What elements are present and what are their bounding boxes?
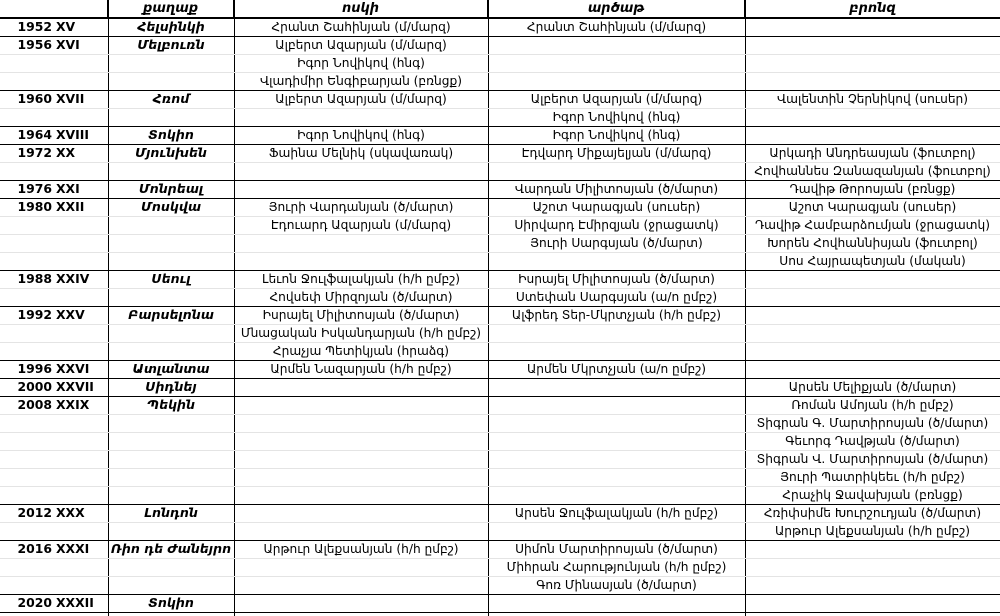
game-year: 1960 <box>17 91 52 106</box>
bronze-medalist[interactable]: Ռոման Ամոյան (հ/հ ըմբշ) <box>791 398 954 412</box>
host-city[interactable]: Մելբուռն <box>137 37 205 52</box>
header-silver[interactable]: արծաթ <box>488 0 745 18</box>
gold-medalist[interactable]: Լեւոն Ջուլֆալակյան (հ/հ ըմբշ) <box>261 272 461 286</box>
bronze-medalist[interactable]: Արթուր Ալեքսանյան (հ/հ ըմբշ) <box>774 524 971 538</box>
host-city[interactable]: Հռոմ <box>152 91 190 106</box>
bronze-medalist[interactable]: Խորեն Հովհաննիսյան (ֆուտբոլ) <box>767 236 978 250</box>
silver-medalist[interactable]: Վարդան Միլիտոսյան (ծ/մարտ) <box>514 182 719 196</box>
game-year: 1996 <box>17 361 52 376</box>
silver-medalist[interactable]: Իգոր Նովիկով (հնգ) <box>552 110 681 124</box>
header-year-blank[interactable] <box>0 0 108 18</box>
silver-medalist[interactable]: Իգոր Նովիկով (հնգ) <box>552 128 681 142</box>
bronze-medalist[interactable]: Հռիփսիմե Խուրշուդյան (ծ/մարտ) <box>763 506 982 520</box>
bronze-medalist[interactable]: Հովհաննես Զանազանյան (ֆուտբոլ) <box>754 164 991 178</box>
gold-medalist[interactable]: Ալբերտ Ազարյան (մ/մարզ) <box>275 92 447 106</box>
game-year: 1976 <box>17 181 52 196</box>
gold-medalist[interactable]: Արթուր Ալեքսանյան (հ/հ ըմբշ) <box>263 542 459 556</box>
game-year: 1956 <box>17 37 52 52</box>
host-city[interactable]: Մոնրեալ <box>138 181 204 196</box>
game-year: 2008 <box>17 397 52 412</box>
bronze-medalist[interactable]: Արկադի Անդրեասյան (ֆուտբոլ) <box>769 146 976 160</box>
host-city[interactable]: Տոկիո <box>148 595 194 610</box>
silver-medalist[interactable]: Միհրան Հարությունյան (հ/հ ըմբշ) <box>506 560 727 574</box>
game-number: XVII <box>56 91 85 106</box>
game-number: XXXI <box>56 541 90 556</box>
gold-medalist[interactable]: Մնացական Իսկանդարյան (հ/հ ըմբշ) <box>240 326 482 340</box>
game-number: XXIV <box>56 271 90 286</box>
bronze-medalist[interactable]: Հրաչիկ Ջավախյան (բռնցք) <box>782 488 963 502</box>
game-year: 1988 <box>17 271 52 286</box>
game-number: XVI <box>56 37 80 52</box>
silver-medalist[interactable]: Սիրվարդ Էմիրզյան (ջրացատկ) <box>514 218 719 232</box>
silver-medalist[interactable]: Գոռ Մինասյան (ծ/մարտ) <box>536 578 697 592</box>
game-number: XXIX <box>56 397 90 412</box>
gold-medalist[interactable]: Յուրի Վարդանյան (ծ/մարտ) <box>268 200 454 214</box>
gold-medalist[interactable]: Արմեն Նազարյան (հ/հ ըմբշ) <box>270 362 452 376</box>
bronze-medalist[interactable]: Գեւորգ Դավթյան (ծ/մարտ) <box>785 434 960 448</box>
host-city[interactable]: Բարսելոնա <box>128 307 214 322</box>
gold-medalist[interactable]: Ֆաինա Մելնիկ (սկավառակ) <box>268 146 454 160</box>
silver-medalist[interactable]: Իսրայել Միլիտոսյան (ծ/մարտ) <box>518 272 715 286</box>
host-city[interactable]: Պեկին <box>146 397 196 412</box>
game-year: 2016 <box>17 541 52 556</box>
host-city[interactable]: Ռիո դե Ժանեյրո <box>110 541 232 556</box>
game-year: 2000 <box>17 379 52 394</box>
gold-medalist[interactable]: Հովսեփ Միրզոյան (ծ/մարտ) <box>269 290 453 304</box>
host-city[interactable]: Ատլանտա <box>132 361 210 376</box>
bronze-medalist[interactable]: Արսեն Մելիքյան (ծ/մարտ) <box>788 380 957 394</box>
game-number: XXII <box>56 199 85 214</box>
bronze-medalist[interactable]: Դավիթ Թորոսյան (բռնցք) <box>789 182 956 196</box>
gold-medalist[interactable]: Իգոր Նովիկով (հնգ) <box>297 56 425 70</box>
host-city[interactable]: Սիդնեյ <box>145 379 197 394</box>
game-number: XVIII <box>56 127 89 142</box>
bronze-medalist[interactable]: Աշոտ Կարագյան (սուսեր) <box>788 200 957 214</box>
game-number: XXX <box>56 505 85 520</box>
game-number: XXXII <box>56 595 94 610</box>
silver-medalist[interactable]: Սիմոն Մարտիրոսյան (ծ/մարտ) <box>515 542 718 556</box>
silver-medalist[interactable]: Յուրի Սարգսյան (ծ/մարտ) <box>530 236 703 250</box>
gold-medalist[interactable]: Ալբերտ Ազարյան (մ/մարզ) <box>275 38 447 52</box>
host-city[interactable]: Հելսինկի <box>137 19 205 34</box>
game-number: XV <box>56 19 76 34</box>
gold-medalist[interactable]: Հրանտ Շահինյան (մ/մարզ) <box>271 20 451 34</box>
row-gridline <box>0 72 1000 73</box>
silver-medalist[interactable]: Ստեփան Սարգսյան (ա/ո ըմբշ) <box>515 290 718 304</box>
game-number: XXV <box>56 307 85 322</box>
host-city[interactable]: Լոնդոն <box>144 505 198 520</box>
header-city[interactable]: քաղաք <box>108 0 234 18</box>
silver-medalist[interactable]: Արմեն Մկրտչյան (ա/ո ըմբշ) <box>526 362 707 376</box>
host-city[interactable]: Մոսկվա <box>140 199 201 214</box>
bronze-medalist[interactable]: Տիգրան Վ. Մարտիրոսյան (ծ/մարտ) <box>756 452 989 466</box>
silver-medalist[interactable]: Ալբերտ Ազարյան (մ/մարզ) <box>530 92 703 106</box>
silver-medalist[interactable]: Աշոտ Կարագյան (սուսեր) <box>532 200 701 214</box>
gold-medalist[interactable]: Վլադիմիր Ենգիբարյան (բռնցք) <box>259 74 463 88</box>
gold-medalist[interactable]: Իգոր Նովիկով (հնգ) <box>297 128 425 142</box>
game-year: 1992 <box>17 307 52 322</box>
game-number: XXI <box>56 181 80 196</box>
game-year: 2020 <box>17 595 52 610</box>
group-divider <box>0 612 1000 613</box>
game-number: XXVII <box>56 379 94 394</box>
game-year: 1964 <box>17 127 52 142</box>
game-year: 1980 <box>17 199 52 214</box>
game-year: 1972 <box>17 145 52 160</box>
bronze-medalist[interactable]: Տիգրան Գ. Մարտիրոսյան (ծ/մարտ) <box>756 416 989 430</box>
row-gridline <box>0 324 1000 325</box>
game-number: XXVI <box>56 361 90 376</box>
gold-medalist[interactable]: Հրաչյա Պետիկյան (հրաձգ) <box>272 344 450 358</box>
gold-medalist[interactable]: Էդուարդ Ազարյան (մ/մարզ) <box>270 218 452 232</box>
game-year: 1952 <box>17 19 52 34</box>
game-number: XX <box>56 145 76 160</box>
bronze-medalist[interactable]: Յուրի Պատրիկեեւ (հ/հ ըմբշ) <box>780 470 965 484</box>
silver-medalist[interactable]: Արսեն Ջուլֆալակյան (հ/հ ըմբշ) <box>514 506 719 520</box>
row-gridline <box>0 54 1000 55</box>
silver-medalist[interactable]: Հրանտ Շահինյան (մ/մարզ) <box>526 20 707 34</box>
gold-medalist[interactable]: Իսրայել Միլիտոսյան (ծ/մարտ) <box>262 308 460 322</box>
bronze-medalist[interactable]: Դավիթ Համբարձումյան (ջրացատկ) <box>754 218 991 232</box>
bronze-medalist[interactable]: Սոս Հայրապետյան (մական) <box>779 254 966 268</box>
game-year: 2012 <box>17 505 52 520</box>
row-gridline <box>0 342 1000 343</box>
host-city[interactable]: Տոկիո <box>148 127 194 142</box>
header-gold[interactable]: ոսկի <box>234 0 488 18</box>
host-city[interactable]: Սեուլ <box>151 271 191 286</box>
silver-medalist[interactable]: Ալֆրեդ Տեր-Մկրտչյան (հ/հ ըմբշ) <box>511 308 722 322</box>
bronze-medalist[interactable]: Վալենտին Չերնիկով (սուսեր) <box>776 92 969 106</box>
header-bronze[interactable]: բրոնզ <box>745 0 1000 18</box>
host-city[interactable]: Մյունխեն <box>135 145 207 160</box>
silver-medalist[interactable]: Էդվարդ Միքայելյան (մ/մարզ) <box>521 146 712 160</box>
